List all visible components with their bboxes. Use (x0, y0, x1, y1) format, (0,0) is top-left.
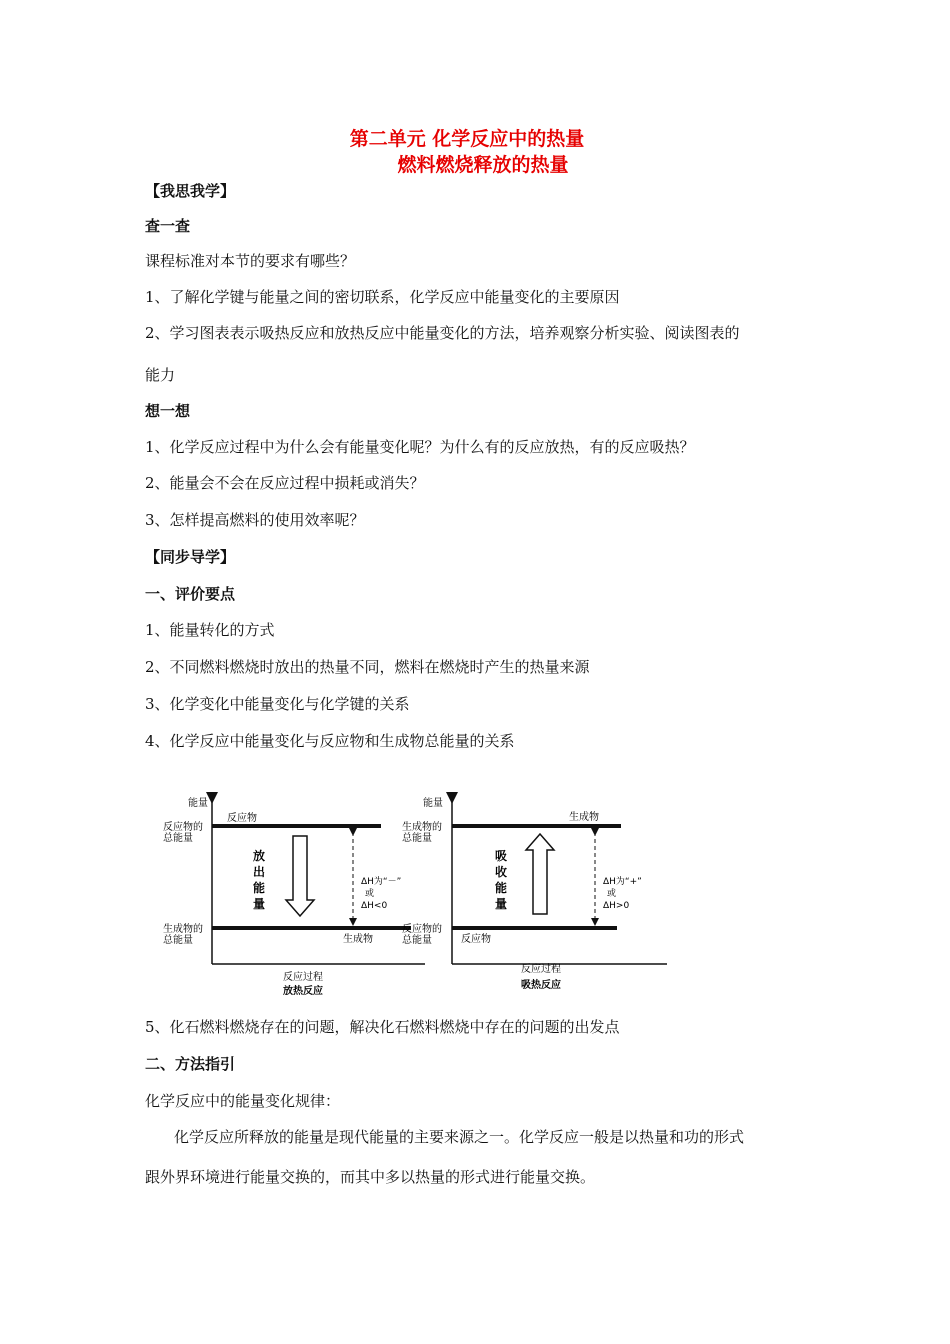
method-paragraph-line: 跟外界环境进行能量交换的，而其中多以热量的形式进行能量交换。 (145, 1168, 596, 1186)
energy-diagram (155, 790, 675, 1000)
check-item-continuation: 能力 (145, 366, 176, 384)
delta-h-sign: ΔH为“+” (603, 877, 642, 887)
bottom-line-label: 生成物 (343, 934, 373, 945)
diagram-caption: 放热反应 (283, 986, 323, 997)
y-axis-label: 能量 (188, 798, 208, 809)
subsection-title-method: 二、方法指引 (145, 1055, 236, 1073)
eval-item: 3、化学变化中能量变化与化学键的关系 (145, 695, 410, 713)
eval-item: 2、不同燃料燃烧时放出的热量不同，燃料在燃烧时产生的热量来源 (145, 658, 590, 676)
section-header-sync: 【同步导学】 (145, 548, 236, 566)
x-axis-label: 反应过程 (521, 964, 561, 975)
delta-h-sign: ΔH为“－” (361, 877, 402, 887)
delta-h-or: 或 (607, 889, 617, 899)
check-item: 1、了解化学键与能量之间的密切联系，化学反应中能量变化的主要原因 (145, 288, 620, 306)
check-item: 2、学习图表表示吸热反应和放热反应中能量变化的方法，培养观察分析实验、阅读图表的 (145, 324, 740, 342)
product-total-energy-label: 生成物的总能量 (402, 822, 442, 844)
subsection-title-check: 查一查 (145, 217, 191, 235)
absorb-energy-label: 吸收能量 (495, 849, 508, 911)
section-header-think: 【我思我学】 (145, 182, 236, 200)
release-energy-arrow (286, 836, 314, 916)
bottom-line-label: 反应物 (461, 934, 491, 945)
diagram-caption: 吸热反应 (521, 980, 561, 991)
x-axis-label: 反应过程 (283, 972, 323, 983)
think-item: 1、化学反应过程中为什么会有能量变化呢？为什么有的反应放热，有的反应吸热？ (145, 438, 695, 456)
subsection-title-eval: 一、评价要点 (145, 585, 236, 603)
method-paragraph-line: 化学反应所释放的能量是现代能量的主要来源之一。化学反应一般是以热量和功的形式 (174, 1128, 745, 1146)
eval-item: 4、化学反应中能量变化与反应物和生成物总能量的关系 (145, 732, 515, 750)
delta-h-inequality: ΔH<0 (361, 901, 388, 911)
release-energy-label: 放出能量 (253, 849, 266, 911)
reactant-total-energy-label: 反应物的总能量 (163, 822, 203, 844)
subsection-title-think: 想一想 (145, 402, 191, 420)
delta-h-inequality: ΔH>0 (603, 901, 630, 911)
absorb-energy-arrow (526, 834, 554, 914)
endothermic-diagram (402, 796, 667, 991)
document-title: 第二单元 化学反应中的热量 (349, 128, 585, 150)
method-intro: 化学反应中的能量变化规律： (145, 1092, 341, 1110)
document-subtitle: 燃料燃烧释放的热量 (397, 154, 569, 176)
think-item: 3、怎样提高燃料的使用效率呢？ (145, 511, 365, 529)
y-axis-label: 能量 (423, 798, 443, 809)
reactant-total-energy-label: 反应物的总能量 (402, 924, 442, 946)
delta-h-or: 或 (365, 889, 375, 899)
check-question: 课程标准对本节的要求有哪些？ (145, 252, 356, 270)
think-item: 2、能量会不会在反应过程中损耗或消失？ (145, 474, 425, 492)
product-total-energy-label: 生成物的总能量 (163, 924, 203, 946)
eval-item: 5、化石燃料燃烧存在的问题，解决化石燃料燃烧中存在的问题的出发点 (145, 1018, 620, 1036)
eval-item: 1、能量转化的方式 (145, 621, 275, 639)
top-line-label: 生成物 (569, 812, 599, 823)
exothermic-diagram (163, 796, 425, 997)
top-line-label: 反应物 (227, 813, 257, 824)
